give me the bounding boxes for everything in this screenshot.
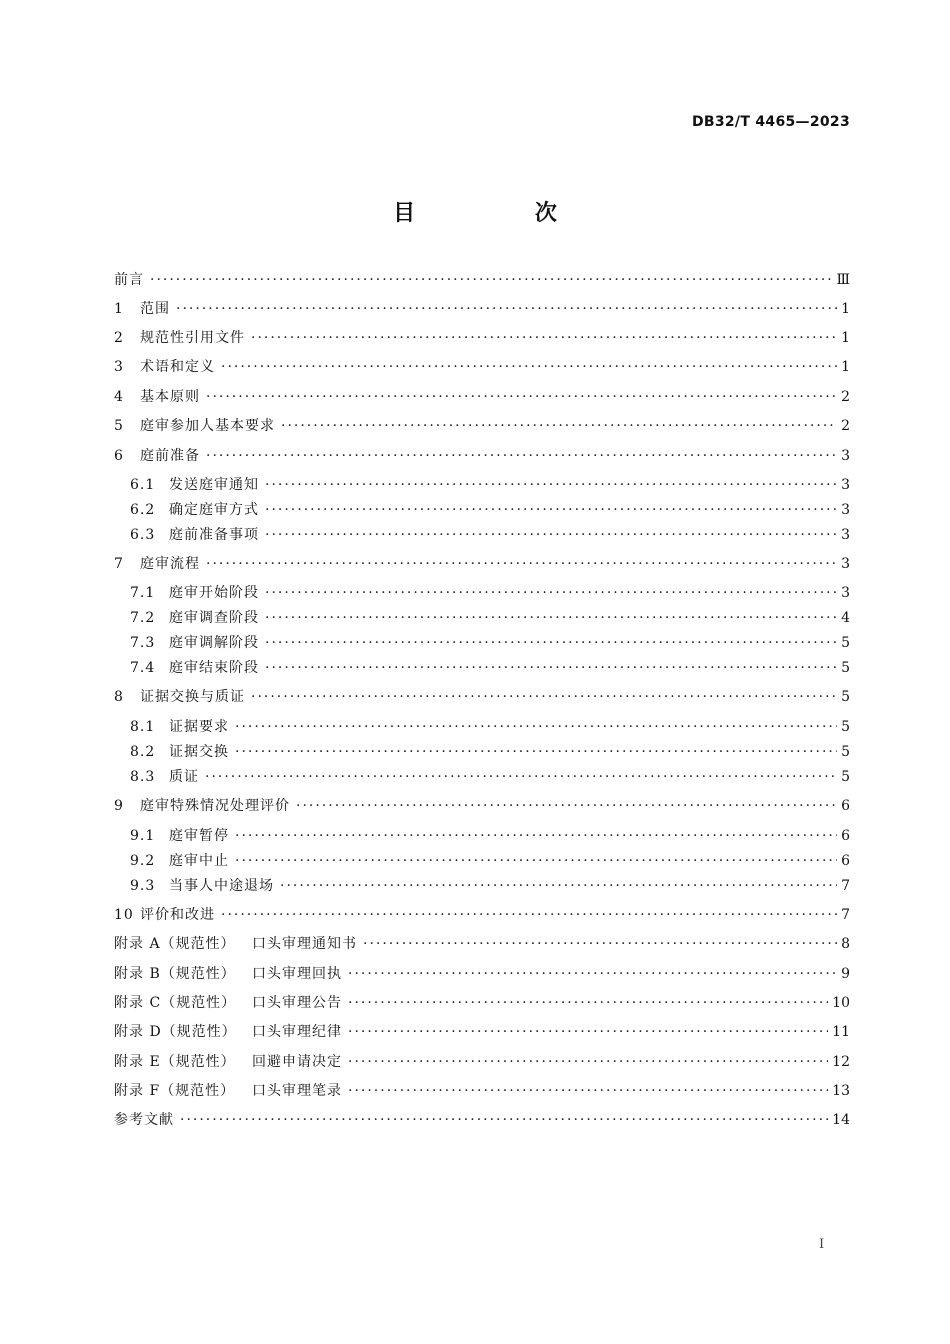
toc-entry[interactable] [114, 1052, 850, 1072]
toc-leader-dots [348, 1052, 828, 1072]
toc-entry-label: 前言 [114, 272, 144, 288]
toc-entry-page: 5 [841, 635, 850, 651]
toc-entry-page: 1 [841, 330, 850, 346]
toc-entry-number: 1 [114, 301, 124, 317]
toc-entry-label: 口头审理通知书 [252, 936, 357, 952]
toc-entry-label: 评价和改进 [140, 907, 215, 923]
toc-entry-label: 术语和定义 [140, 359, 215, 375]
toc-entry-label: 庭审中止 [169, 853, 229, 869]
toc-entry-label: 规范性引用文件 [140, 330, 245, 346]
toc-entry[interactable] [114, 1081, 850, 1101]
toc-entry-number: 附录 A（规范性） [114, 936, 236, 952]
toc-leader-dots [206, 446, 837, 466]
toc-leader-dots [281, 416, 837, 436]
toc-entry-number: 3 [114, 359, 124, 375]
toc-entry[interactable] [114, 387, 850, 407]
toc-entry-label: 证据交换 [169, 744, 229, 760]
toc-leader-dots [265, 608, 837, 628]
toc-entry-page: 14 [832, 1112, 850, 1128]
toc-entry-page: 13 [832, 1083, 850, 1099]
toc-entry-number: 8.3 [130, 769, 156, 785]
toc-entry[interactable] [114, 964, 850, 984]
toc-entry-page: 5 [841, 769, 850, 785]
toc-entry-label: 庭审流程 [140, 556, 200, 572]
toc-entry-page: 1 [841, 359, 850, 375]
toc-entry-page: 9 [841, 966, 850, 982]
toc-entry-page: 2 [841, 389, 850, 405]
toc-entry-number: 7.2 [130, 610, 156, 626]
toc-leader-dots [265, 525, 837, 545]
toc-entry-number: 8 [114, 689, 124, 705]
toc-leader-dots [150, 270, 832, 290]
toc-leader-dots [265, 475, 837, 495]
toc-entry-number: 8.1 [130, 719, 156, 735]
toc-entry-number: 附录 D（规范性） [114, 1024, 237, 1040]
toc-leader-dots [296, 796, 837, 816]
toc-entry-number: 9.2 [130, 853, 156, 869]
toc-leader-dots [221, 357, 837, 377]
toc-entry[interactable] [114, 328, 850, 348]
toc-entry[interactable] [114, 554, 850, 574]
toc-entry-label: 口头审理笔录 [252, 1083, 342, 1099]
toc-entry[interactable] [114, 416, 850, 436]
toc-leader-dots [280, 876, 837, 896]
toc-entry-label: 质证 [169, 769, 199, 785]
toc-leader-dots [235, 826, 837, 846]
toc-leader-dots [235, 851, 837, 871]
toc-entry-number: 附录 B（规范性） [114, 966, 236, 982]
toc-entry-number: 4 [114, 389, 124, 405]
toc-entry-label: 范围 [140, 301, 170, 317]
toc-leader-dots [235, 717, 837, 737]
toc-entry[interactable] [114, 658, 850, 678]
toc-entry[interactable] [114, 500, 850, 520]
toc-entry-page: 12 [832, 1054, 850, 1070]
toc-entry-label: 庭审开始阶段 [169, 585, 259, 601]
toc-entry-number: 附录 F（规范性） [114, 1083, 236, 1099]
toc-entry-label: 证据要求 [169, 719, 229, 735]
toc-entry-page: 3 [841, 448, 850, 464]
toc-entry[interactable] [114, 851, 850, 871]
toc-leader-dots [348, 993, 828, 1013]
toc-leader-dots [235, 742, 837, 762]
toc-entry-page: 3 [841, 527, 850, 543]
standard-code: DB32/T 4465—2023 [691, 114, 850, 130]
toc-leader-dots [206, 554, 837, 574]
toc-leader-dots [251, 328, 837, 348]
toc-entry[interactable] [114, 446, 850, 466]
toc-entry-number: 6.1 [130, 477, 156, 493]
toc-entry-label: 确定庭审方式 [169, 502, 259, 518]
toc-entry-page: 7 [841, 907, 850, 923]
toc-entry-number: 5 [114, 418, 124, 434]
toc-entry-page: 7 [841, 878, 850, 894]
toc-entry[interactable] [114, 876, 850, 896]
toc-entry-label: 庭前准备 [140, 448, 200, 464]
toc-leader-dots [205, 767, 837, 787]
toc-entry[interactable] [114, 299, 850, 319]
toc-entry-label: 庭前准备事项 [169, 527, 259, 543]
toc-entry-page: 2 [841, 418, 850, 434]
toc-entry[interactable] [114, 934, 850, 954]
toc-entry-number: 6.3 [130, 527, 156, 543]
toc-leader-dots [221, 905, 837, 925]
toc-entry-page: 5 [841, 689, 850, 705]
toc-entry-number: 7.4 [130, 660, 156, 676]
toc-entry[interactable] [114, 475, 850, 495]
toc-entry-number: 6.2 [130, 502, 156, 518]
toc-entry-page: 10 [832, 995, 850, 1011]
toc-leader-dots [363, 934, 837, 954]
toc-entry[interactable] [114, 608, 850, 628]
toc-entry[interactable] [114, 687, 850, 707]
toc-entry[interactable] [114, 270, 850, 290]
toc-leader-dots [206, 387, 837, 407]
toc-entry-number: 2 [114, 330, 124, 346]
toc-entry-label: 当事人中途退场 [169, 878, 274, 894]
toc-entry-label: 基本原则 [140, 389, 200, 405]
toc-entry[interactable] [114, 717, 850, 737]
toc-entry-label: 庭审参加人基本要求 [140, 418, 275, 434]
toc-entry-page: 8 [841, 936, 850, 952]
toc-entry-page: 3 [841, 585, 850, 601]
toc-entry[interactable] [114, 357, 850, 377]
toc-leader-dots [265, 658, 837, 678]
toc-entry-page: 6 [841, 828, 850, 844]
toc-entry[interactable] [114, 1022, 850, 1042]
toc-entry-number: 7.1 [130, 585, 156, 601]
toc-entry-page: 6 [841, 853, 850, 869]
toc-entry-label: 庭审特殊情况处理评价 [140, 798, 290, 814]
toc-entry[interactable] [114, 796, 850, 816]
toc-entry-page: Ⅲ [836, 272, 850, 288]
toc-entry[interactable] [114, 525, 850, 545]
toc-entry-page: 3 [841, 477, 850, 493]
toc-leader-dots [348, 1081, 828, 1101]
toc-entry-page: 4 [841, 610, 850, 626]
toc-leader-dots [251, 687, 837, 707]
toc-entry-number: 7.3 [130, 635, 156, 651]
toc-entry[interactable] [114, 767, 850, 787]
toc-leader-dots [176, 299, 837, 319]
toc-entry-page: 5 [841, 744, 850, 760]
toc-entry-label: 口头审理公告 [252, 995, 342, 1011]
toc-entry[interactable] [114, 583, 850, 603]
toc-entry-label: 庭审结束阶段 [169, 660, 259, 676]
toc-entry[interactable] [114, 633, 850, 653]
toc-entry-label: 发送庭审通知 [169, 477, 259, 493]
toc-leader-dots [180, 1110, 828, 1130]
toc-entry-label: 证据交换与质证 [140, 689, 245, 705]
toc-entry-label: 庭审调解阶段 [169, 635, 259, 651]
toc-entry-label: 回避申请决定 [252, 1054, 342, 1070]
toc-entry-number: 9.3 [130, 878, 156, 894]
toc-entry-label: 庭审调查阶段 [169, 610, 259, 626]
toc-entry-page: 3 [841, 502, 850, 518]
toc-leader-dots [265, 583, 837, 603]
toc-entry[interactable] [114, 742, 850, 762]
toc-leader-dots [265, 500, 837, 520]
toc-entry-page: 5 [841, 719, 850, 735]
toc-entry-number: 10 [114, 907, 134, 923]
toc-entry-page: 1 [841, 301, 850, 317]
toc-entry-label: 口头审理回执 [252, 966, 342, 982]
toc-entry-number: 7 [114, 556, 124, 572]
toc-entry[interactable] [114, 905, 850, 925]
toc-leader-dots [348, 1022, 828, 1042]
toc-entry-number: 附录 E（规范性） [114, 1054, 236, 1070]
toc-entry-number: 8.2 [130, 744, 156, 760]
toc-entry-page: 5 [841, 660, 850, 676]
toc-entry-number: 附录 C（规范性） [114, 995, 237, 1011]
toc-entry-page: 6 [841, 798, 850, 814]
toc-leader-dots [348, 964, 837, 984]
toc-leader-dots [265, 633, 837, 653]
toc-entry[interactable] [114, 1110, 850, 1130]
toc-entry-label: 参考文献 [114, 1112, 174, 1128]
page-number: I [819, 1237, 825, 1252]
toc-entry-number: 9 [114, 798, 124, 814]
toc-entry[interactable] [114, 993, 850, 1013]
toc-entry-number: 9.1 [130, 828, 156, 844]
toc-entry[interactable] [114, 826, 850, 846]
toc-entry-page: 11 [832, 1024, 850, 1040]
toc-entry-label: 口头审理纪律 [252, 1024, 342, 1040]
toc-entry-page: 3 [841, 556, 850, 572]
toc-title: 目 次 [393, 201, 613, 226]
toc-entry-label: 庭审暂停 [169, 828, 229, 844]
toc-entry-number: 6 [114, 448, 124, 464]
